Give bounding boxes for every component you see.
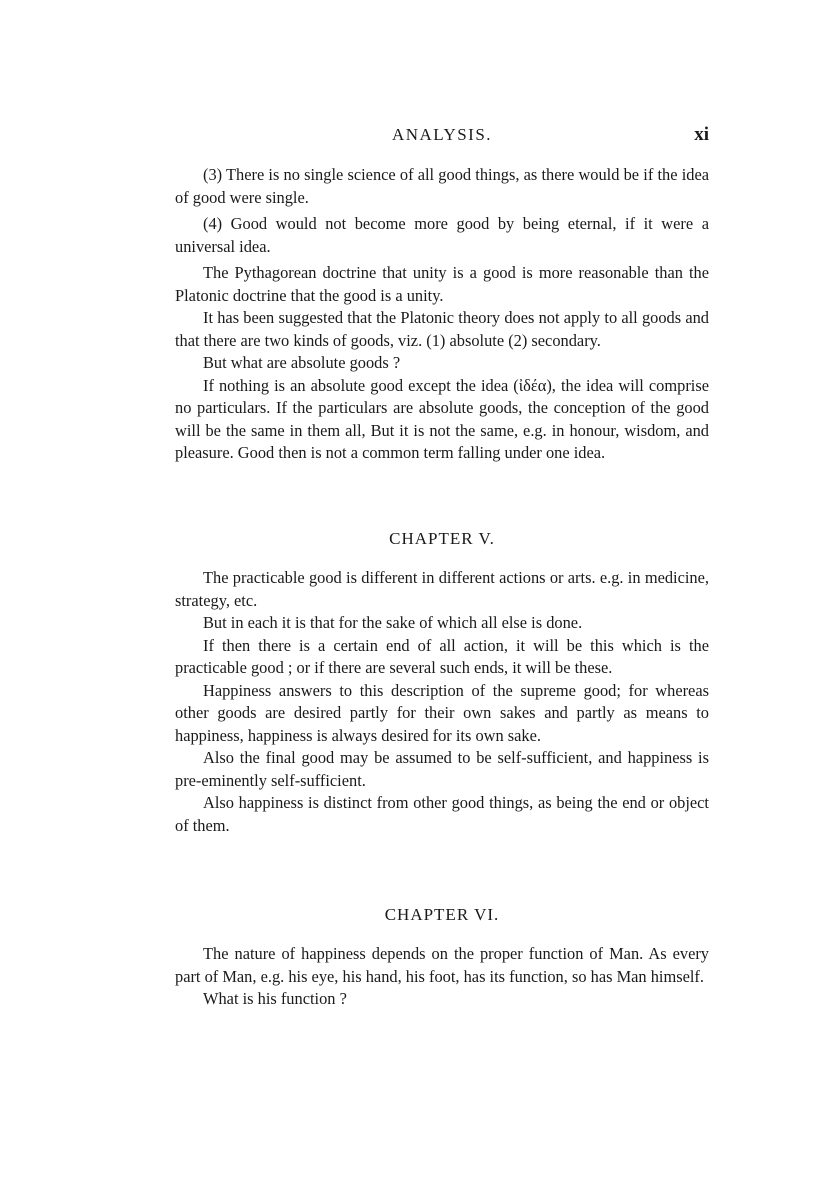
- running-title: ANALYSIS.: [391, 125, 493, 144]
- chapter-vi-body: [175, 943, 709, 1011]
- paragraph: The nature of happiness depends on the proper function of Man. As every part of Man, e.g. his eye, his hand, his foot, has its function, so has Man himself.: [175, 944, 709, 986]
- paragraph: Also happiness is distinct from other good things, as being the end or object of them.: [175, 793, 709, 835]
- paragraph: If then there is a certain end of all action, it will be this which is the practicable good ; or if there are several such ends, it will be these.: [175, 635, 709, 677]
- paragraph: The practicable good is different in different actions or arts. e.g. in medicine, strategy, etc.: [175, 568, 709, 610]
- running-head: [175, 125, 709, 149]
- paragraph: Also the final good may be assumed to be self-sufficient, and happiness is pre-eminently self-sufficient.: [175, 748, 709, 790]
- paragraph: Happiness answers to this description of the supreme good; for whereas other goods are desired partly for their own sakes and partly as means to happiness, happiness is always desired for its own sake.: [175, 680, 709, 745]
- paragraph: (4) Good would not become more good by being eternal, if it were a universal idea.: [175, 214, 709, 256]
- paragraph: (3) There is no single science of all good things, as there would be if the idea of good were single.: [175, 165, 709, 207]
- paragraph: But what are absolute goods ?: [203, 353, 401, 372]
- section-analysis-continued: [175, 164, 709, 465]
- paragraph: But in each it is that for the sake of which all else is done.: [203, 613, 583, 632]
- paragraph: What is his function ?: [203, 989, 347, 1008]
- chapter-heading-v: CHAPTER V.: [389, 529, 495, 548]
- chapter-v-body: [175, 567, 709, 837]
- chapter-heading-vi: CHAPTER VI.: [384, 905, 500, 924]
- paragraph: It has been suggested that the Platonic theory does not apply to all goods and that there are two kinds of goods, viz. (1) absolute (2) secondary.: [175, 308, 709, 350]
- page-number: xi: [694, 124, 709, 145]
- paragraph: The Pythagorean doctrine that unity is a good is more reasonable than the Platonic doctrine that the good is a unity.: [175, 263, 709, 305]
- paragraph: If nothing is an absolute good except the idea (ἰδέα), the idea will comprise no particulars. If the particulars are absolute goods, the conception of the good will be the same in them all, But it is not the same, e.g. in honour, wisdom, and pleasure. Good then is not a common term falling under one idea.: [175, 375, 709, 462]
